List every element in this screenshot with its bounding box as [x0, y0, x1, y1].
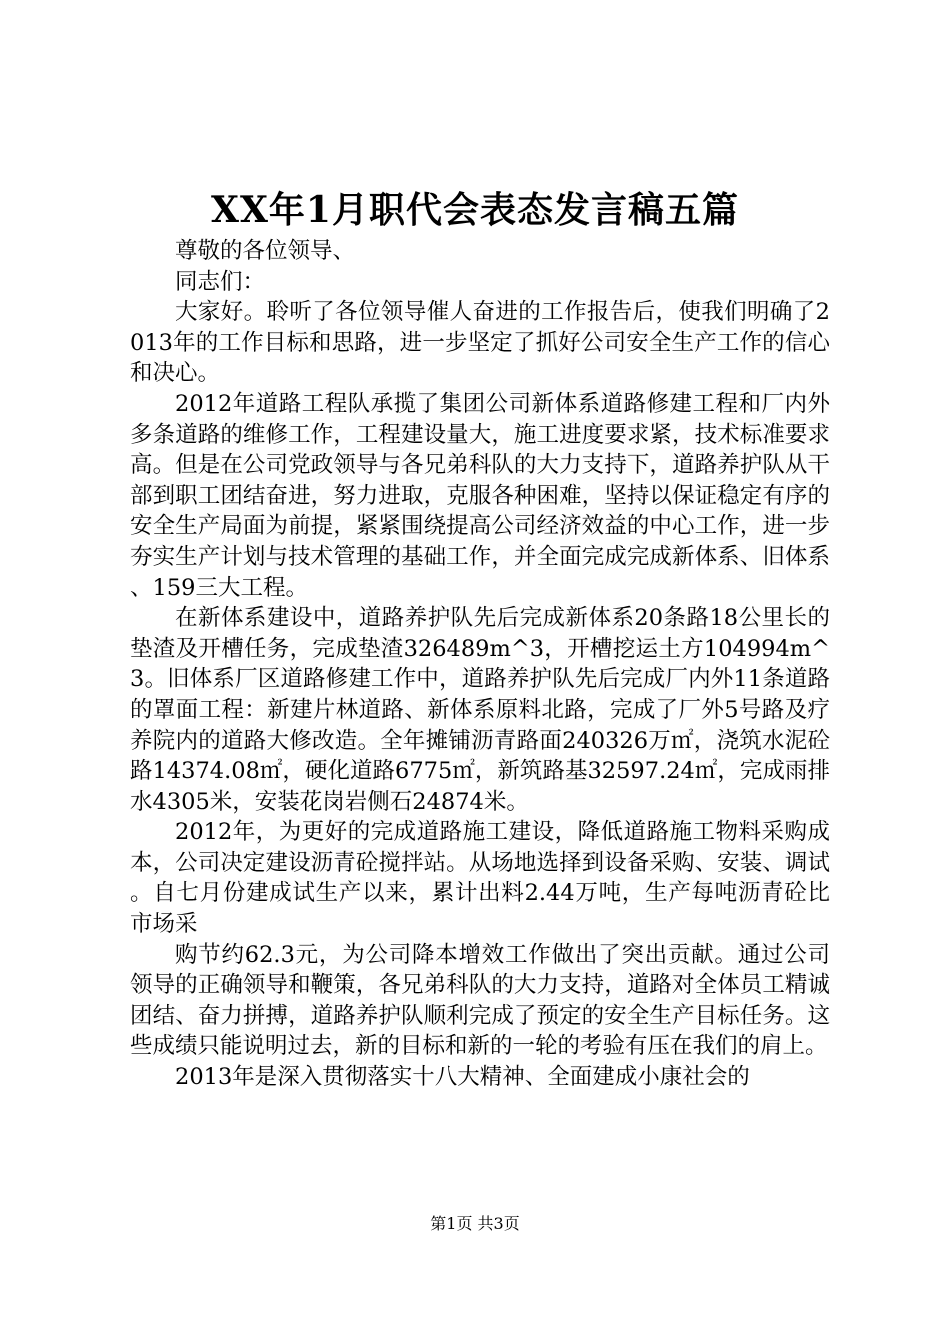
paragraph-new-system-construction: 在新体系建设中，道路养护队先后完成新体系20条路18公里长的垫渣及开槽任务，完成垫渣326489m^3，开槽挖运土方104994m^3。旧体系厂区道路修建工作中，道路养护队先后完成厂内外11条道路的罩面工程：新建片林道路、新体系原料北路，完成了厂外5号路及疗养院内的道路大修改造。全年摊铺沥青路面240326万㎡，浇筑水泥砼路14374.08㎡，硬化道路6775㎡，新筑路基32597.24㎡，完成雨排水4305米，安装花岗岩侧石24874米。 [130, 605, 830, 815]
document-title: XX年1月职代会表态发言稿五篇 [211, 189, 739, 231]
paragraph-achievements: 购节约62.3元，为公司降本增效工作做出了突出贡献。通过公司领导的正确领导和鞭策，各兄弟科队的大力支持，道路对全体员工精诚团结、奋力拼搏，道路养护队顺利完成了预定的安全生产目标任务。这些成绩只能说明过去，新的目标和新的一轮的考验有压在我们的肩上。 [130, 941, 830, 1060]
paragraph-2013: 2013年是深入贯彻落实十八大精神、全面建成小康社会的 [175, 1064, 750, 1091]
salutation-line-2: 同志们： [175, 268, 266, 295]
paragraph-greeting: 大家好。聆听了各位领导催人奋进的工作报告后，使我们明确了2013年的工作目标和思路，进一步坚定了抓好公司安全生产工作的信心和决心。 [130, 299, 830, 387]
page-footer: 第1页 共3页 [430, 1214, 520, 1233]
document-body [130, 236, 830, 1093]
paragraph-2012-overview: 2012年道路工程队承揽了集团公司新体系道路修建工程和厂内外多条道路的维修工作，工程建设量大，施工进度要求紧，技术标准要求高。但是在公司党政领导与各兄弟科队的大力支持下，道路养护队从干部到职工团结奋进，努力进取，克服各种困难，坚持以保证稳定有序的安全生产局面为前提，紧紧围绕提高公司经济效益的中心工作，进一步夯实生产计划与技术管理的基础工作，并全面完成完成新体系、旧体系、159三大工程。 [130, 390, 830, 601]
salutation-line-1: 尊敬的各位领导、 [175, 238, 356, 264]
paragraph-asphalt-plant: 2012年，为更好的完成道路施工建设，降低道路施工物料采购成本，公司决定建设沥青砼搅拌站。从场地选择到设备采购、安装、调试。自七月份建成试生产以来，累计出料2.44万吨，生产每吨沥青砼比市场采 [130, 819, 830, 938]
